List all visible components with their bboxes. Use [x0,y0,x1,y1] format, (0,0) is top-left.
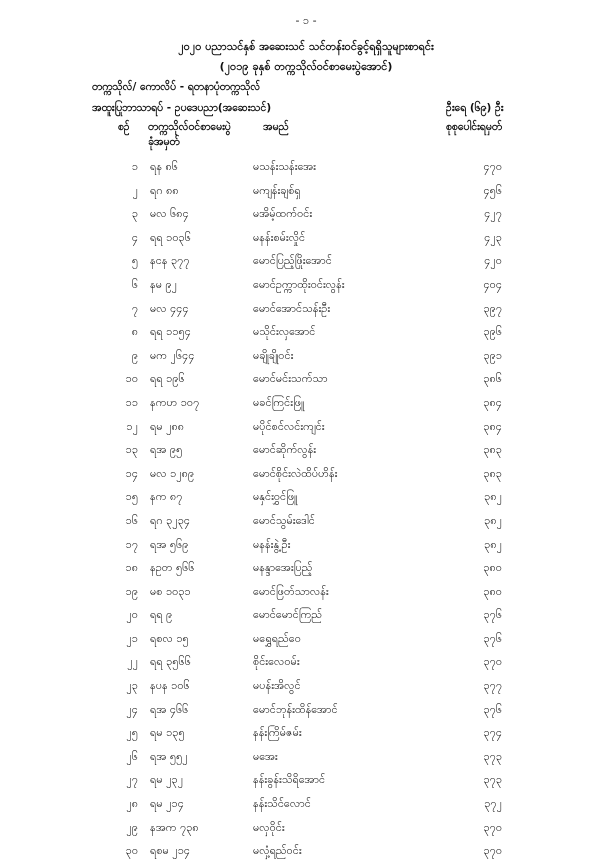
row-number: ၁၇ [125,537,138,551]
total-marks: ၃၇၀ [483,655,502,669]
row-number: ၁၉ [125,584,138,598]
student-name: မောင်သွမ်းဒေါင် [253,513,315,527]
student-name: မနှင်းဝွှင်ဖြူ [253,490,298,504]
roll-number: ရမ ၁၃၅ [150,726,185,740]
total-marks: ၃၇၀ [483,820,502,834]
student-name: မခင်ကြင်းဖြူ [253,395,305,409]
row-number: ၂၉ [126,820,138,834]
student-name: မလှဝိုင်း [253,820,285,834]
column-header-marks: စုစုပေါင်းရမှတ် [446,121,503,133]
results-list [0,160,612,868]
row-number: ၆ [131,277,138,291]
specialization-line: အထူးပြုဘာသာရပ် - ဥပဒေပညာ(အဆေးသင်) [92,102,272,114]
row-number: ၁၀ [125,372,138,386]
total-marks: ၃၇၃ [483,749,502,763]
student-name: နန်းသိင်လောင် [253,797,311,811]
student-name: မနန်းနွဲ့ဦး [253,537,291,551]
row-number: ၂၆ [126,749,138,763]
roll-number: ရရ ၁၉၆ [150,372,185,386]
student-name: မောင်စိုင်းလဲထိပ်ဟိန်း [253,466,338,480]
total-marks: ၃၈၂ [484,513,502,527]
university-line: တက္ကသိုလ်/ ကောလိပ် - ရတနာပုံတက္ကသိုလ် [92,81,261,93]
roll-number: နဥတ ၅၆၆ [150,561,195,575]
roll-number: နက ၈၇ [150,490,183,504]
student-name: မအေး [253,749,278,763]
row-number: ၁၅ [125,490,138,504]
total-marks: ၃၇၂ [484,797,502,811]
table-row [0,467,612,491]
row-number: ၁၆ [125,513,138,527]
roll-number: မစ ၁၀၃၁ [150,584,191,598]
row-number: ၁၄ [125,466,138,480]
table-row [0,302,612,326]
roll-number: ရန ၈၆ [150,160,178,173]
row-number: ၂၁ [126,631,138,645]
row-number: ၂၀ [126,608,138,622]
table-row [0,514,612,538]
table-row [0,608,612,632]
roll-number: ရရ ၉ [150,608,173,622]
student-name: နန်းကြိမ်ဇမ်း [253,726,302,740]
table-row [0,821,612,845]
roll-number: ရစလ ၁၅ [150,631,189,645]
table-row [0,184,612,208]
total-marks: ၃၇၀ [483,844,502,858]
table-row [0,703,612,727]
total-marks: ၃၇၆ [483,702,502,716]
table-row [0,443,612,467]
student-name: မောင်ပြည့်ဖြိုးအောင် [253,254,332,268]
document-subtitle: (၂၀၁၉ ခုနှစ် တက္ကသိုလ်ဝင်စာမေးပွဲအောင်) [219,60,393,73]
student-name: မရွှေရည်ဝေ [253,631,301,645]
total-marks: ၄၀၄ [483,277,502,291]
roll-number: ရဂ ၈၈ [150,183,179,197]
table-row [0,254,612,278]
roll-number: နကဟ ၁၀၇ [150,395,200,409]
student-name: မချိုချိုဝင်း [253,348,294,362]
total-marks: ၃၈၃ [483,466,502,480]
roll-number: မလ ၁၂၈၉ [150,466,195,480]
column-header-name: အမည် [263,121,289,133]
row-number: ၂၇ [126,773,138,787]
row-number: ၁ [131,160,138,173]
student-name: မကျန်းချစ်ရှ [253,183,301,197]
roll-number: ရအ ၉၅ [150,443,183,457]
row-number: ၂၅ [126,726,138,740]
student-name: မလှံ့ရည်ဝင်း [253,844,302,858]
row-number: ၃၀ [125,844,138,858]
roll-number: နပန ၁၀၆ [150,679,190,693]
roll-number: ရရ ၃၅၆၆ [150,655,191,669]
total-marks: ၃၇၇ [483,679,502,693]
row-number: ၂၄ [126,702,138,716]
roll-number: မက ၂၆၄၄ [150,348,195,362]
total-marks: ၄၅၆ [483,183,502,197]
row-number: ၄ [131,230,138,244]
row-number: ၇ [131,301,138,315]
roll-number: နမ ၉၂ [150,277,178,291]
table-row [0,632,612,656]
total-marks: ၃၈၆ [483,372,502,386]
row-number: ၂ [132,183,138,197]
student-name: မပန်းအိလွင် [253,679,301,693]
table-row [0,655,612,679]
total-marks: ၃၈၄ [483,419,502,433]
total-marks: ၃၉၆ [483,325,502,339]
total-marks: ၃၇၆ [483,608,502,622]
count-line: ဦးရေ (၆၉) ဦး [446,102,504,114]
table-row [0,773,612,797]
student-name: မသိုင်းလှအောင် [253,325,316,339]
table-row [0,325,612,349]
column-header-no: စဉ် [118,121,130,133]
roll-number: ရအ ၅၅၂ [150,749,188,763]
total-marks: ၄၂၀ [484,254,502,268]
total-marks: ၃၈၀ [483,561,502,575]
student-name: မောင်ဖြတ်သာလန်း [253,584,329,598]
table-row [0,490,612,514]
table-row [0,797,612,821]
student-name: မနန္ဒာအေးပြည့် [253,561,313,575]
table-row [0,844,612,868]
roll-number: မလ ၄၄၄ [150,301,189,315]
row-number: ၂၃ [126,679,138,693]
roll-number: ရမ ၂၃၂ [150,773,184,787]
total-marks: ၃၈၀ [483,584,502,598]
table-row [0,420,612,444]
student-name: မောင်ဆိုက်လွန်း [253,443,317,457]
roll-number: ရအ ၅၆၉ [150,537,189,551]
table-row [0,750,612,774]
total-marks: ၃၈၂ [484,537,502,551]
table-row [0,372,612,396]
total-marks: ၃၈၃ [483,443,502,457]
row-number: ၉ [131,348,138,362]
total-marks: ၄၂၇ [484,207,502,221]
student-name: မောင်ဘုန်းထိန်အောင် [253,702,338,716]
total-marks: ၃၇၄ [483,726,502,740]
student-name: မောင်အောင်သန်းဦး [253,301,331,315]
student-name: မနန်းစမ်းလှိုင် [253,230,306,244]
total-marks: ၃၈၂ [484,490,502,504]
row-number: ၁၂ [126,419,138,433]
table-row [0,207,612,231]
student-name: စိုင်းလေဝမ်း [253,655,300,669]
student-name: မပိုင်စင်လင်းကျင်း [253,419,325,433]
table-row [0,585,612,609]
column-header-roll: တက္ကသိုလ်ဝင်စာမေးပွဲ [148,121,231,133]
student-name: မအိမ့်ထက်ဝင်း [253,207,313,221]
row-number: ၂၈ [126,797,138,811]
row-number: ၅ [131,254,138,268]
roll-number: နအက ၇၃၈ [150,820,199,834]
table-row [0,561,612,585]
table-row [0,396,612,420]
total-marks: ၃၈၄ [483,395,502,409]
roll-number: မလ ၆၈၄ [150,207,189,221]
table-row [0,538,612,562]
table-row [0,160,612,184]
total-marks: ၃၉၁ [483,348,502,362]
table-row [0,679,612,703]
column-header-roll-line2: ခုံအမှတ် [148,136,180,148]
roll-number: ရစမ ၂၁၄ [150,844,191,858]
table-row [0,231,612,255]
row-number: ၁၈ [125,561,138,575]
roll-number: ရအ ၄၆၆ [150,702,189,716]
student-name: နန်းခွန်းသိရိအောင် [253,773,326,787]
total-marks: ၃၇၆ [483,631,502,645]
student-name: မောင်ဥက္ကာထိုးဝင်းလွန်း [253,277,345,291]
total-marks: ၄၇၀ [483,160,502,173]
page-number: - ၁ - [295,14,317,27]
row-number: ၃ [131,207,138,221]
row-number: ၂၂ [127,655,138,669]
student-name: မသန်းသန်းအေး [253,160,316,173]
roll-number: ရရ ၁၀၃၆ [150,230,191,244]
total-marks: ၃၉၇ [483,301,502,315]
table-row [0,726,612,750]
table-row [0,349,612,373]
row-number: ၈ [131,325,138,339]
roll-number: နငန ၃၇၇ [150,254,190,268]
roll-number: ရရ ၁၁၅၄ [150,325,191,339]
total-marks: ၃၇၃ [483,773,502,787]
roll-number: ရဂ ၃၂၃၄ [150,513,191,527]
row-number: ၁၃ [125,443,138,457]
document-title: ၂၀၂၀ ပညာသင်နှစ် အဆေးသင် သင်တန်းဝင်ခွင့်ရရှိသူများစာရင်း [178,40,434,53]
roll-number: ရမ ၂၁၄ [150,797,184,811]
table-row [0,278,612,302]
student-name: မောင်မင်းသက်သာ [253,372,328,386]
student-name: မောင်မောင်ကြည် [253,608,323,622]
roll-number: ရမ ၂၈၈ [150,419,185,433]
row-number: ၁၁ [125,395,138,409]
total-marks: ၄၂၃ [484,230,502,244]
